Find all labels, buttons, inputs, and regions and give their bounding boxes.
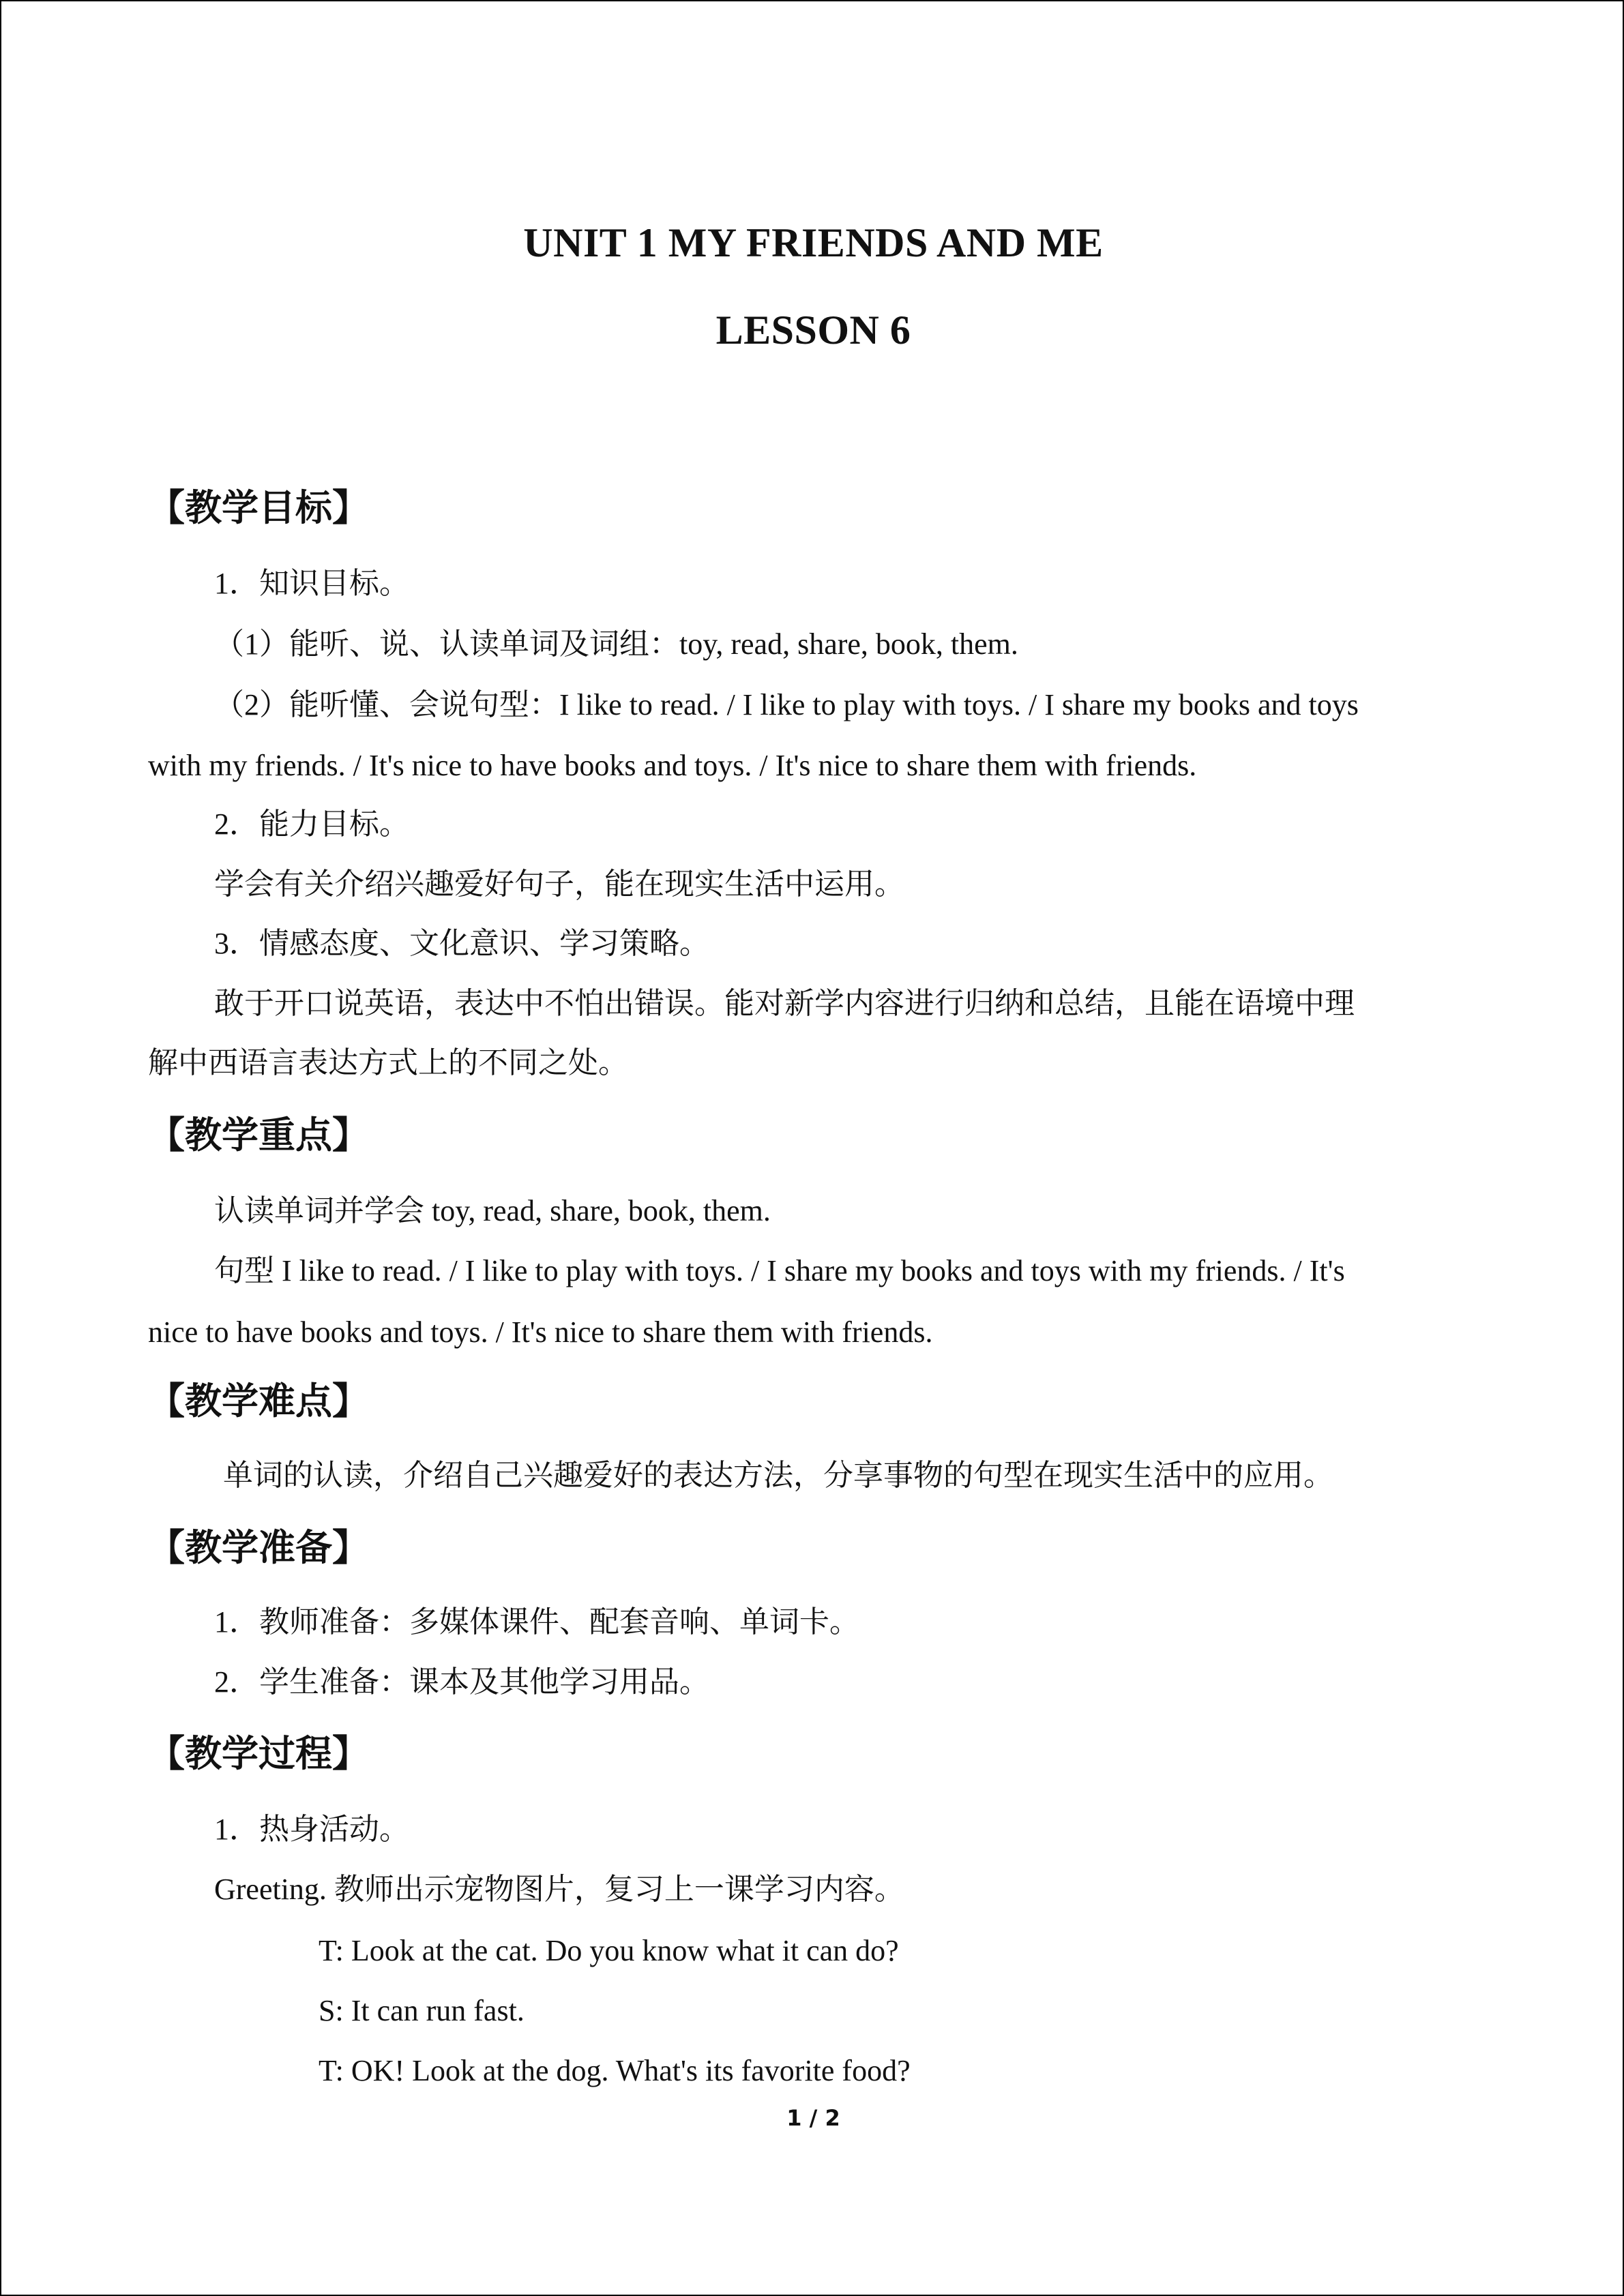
objective-line: 3．情感态度、文化意识、学习策略。 <box>214 927 709 960</box>
objective-line: 学会有关介绍兴趣爱好句子，能在现实生活中运用。 <box>214 867 904 901</box>
dialogue-line: T: Look at the cat. Do you know what it can do? <box>319 1934 899 1967</box>
difficulty-line: 单词的认读，介绍自己兴趣爱好的表达方法，分享事物的句型在现实生活中的应用。 <box>223 1459 1333 1492</box>
process-line: 1．热身活动。 <box>214 1813 409 1846</box>
objective-line: （2）能听懂、会说句型：I like to read. / I like to play with toys. / I share my books and toys <box>214 688 1359 721</box>
objective-line: 1．知识目标。 <box>214 567 409 600</box>
heading-objectives: 【教学目标】 <box>148 486 369 529</box>
key-point-line: 句型 I like to read. / I like to play with toys. / I share my books and toys with my friends. / It's <box>214 1254 1345 1287</box>
page-indicator: 1 / 2 <box>786 2105 840 2131</box>
key-point-line: 认读单词并学会 toy, read, share, book, them. <box>214 1194 771 1227</box>
dialogue-line: T: OK! Look at the dog. What's its favorite food? <box>319 2054 911 2087</box>
heading-key-points: 【教学重点】 <box>148 1114 369 1157</box>
objective-line: 2．能力目标。 <box>214 807 409 841</box>
preparation-line: 1．教师准备：多媒体课件、配套音响、单词卡。 <box>214 1605 859 1639</box>
objective-line: 解中西语言表达方式上的不同之处。 <box>148 1046 628 1079</box>
title-lesson: LESSON 6 <box>715 308 911 353</box>
heading-preparation: 【教学准备】 <box>148 1526 369 1569</box>
objective-line: （1）能听、说、认读单词及词组：toy, read, share, book, them. <box>214 627 1018 661</box>
heading-process: 【教学过程】 <box>148 1732 369 1775</box>
objective-line: 敢于开口说英语，表达中不怕出错误。能对新学内容进行归纳和总结，且能在语境中理 <box>214 987 1355 1020</box>
key-point-line: nice to have books and toys. / It's nice to share them with friends. <box>148 1315 933 1349</box>
title-unit: UNIT 1 MY FRIENDS AND ME <box>523 220 1104 265</box>
process-line: Greeting. 教师出示宠物图片，复习上一课学习内容。 <box>214 1873 904 1906</box>
objective-line: with my friends. / It's nice to have books and toys. / It's nice to share them with friends. <box>148 749 1197 782</box>
heading-difficulties: 【教学难点】 <box>148 1380 369 1422</box>
dialogue-line: S: It can run fast. <box>319 1994 525 2027</box>
preparation-line: 2．学生准备：课本及其他学习用品。 <box>214 1665 709 1699</box>
